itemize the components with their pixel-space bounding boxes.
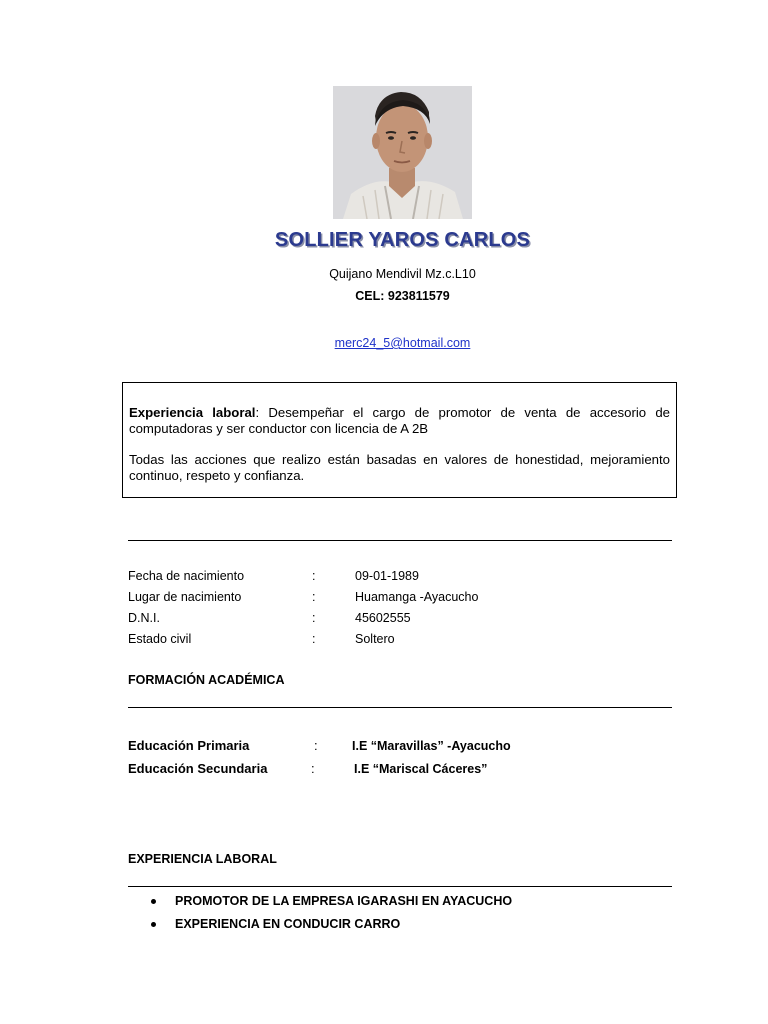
education-colon: : xyxy=(314,738,318,753)
experience-summary xyxy=(129,405,670,436)
personal-value-civil-status: Soltero xyxy=(355,632,395,646)
separator-line xyxy=(128,540,672,541)
bullet-icon xyxy=(151,922,156,927)
education-value-secondary: I.E “Mariscal Cáceres” xyxy=(354,762,488,776)
personal-label-birthplace: Lugar de nacimiento xyxy=(128,590,242,604)
profile-summary-box xyxy=(122,382,677,498)
candidate-name: SOLLIER YAROS CARLOS xyxy=(274,229,531,251)
personal-colon: : xyxy=(312,569,316,583)
personal-label-birthdate: Fecha de nacimiento xyxy=(128,569,245,583)
experience-summary-label: Experiencia laboral xyxy=(129,405,256,420)
personal-colon: : xyxy=(312,611,316,625)
address: Quijano Mendivil Mz.c.L10 xyxy=(329,267,476,281)
values-summary: Todas las acciones que realizo están basadas en valores de honestidad, mejoramiento continuo, respeto y confianza. xyxy=(129,452,670,483)
education-value-primary: I.E “Maravillas” -Ayacucho xyxy=(352,739,511,753)
personal-value-birthdate: 09-01-1989 xyxy=(355,569,419,583)
education-label-primary: Educación Primaria xyxy=(128,738,250,753)
profile-photo xyxy=(333,86,472,219)
personal-colon: : xyxy=(312,632,316,646)
person-portrait-image xyxy=(333,86,472,219)
personal-value-birthplace: Huamanga -Ayacucho xyxy=(355,590,479,604)
experience-item: PROMOTOR DE LA EMPRESA IGARASHI EN AYACUCHO xyxy=(175,894,513,908)
bullet-icon xyxy=(151,899,156,904)
education-label-secondary: Educación Secundaria xyxy=(128,761,268,776)
experience-section-title: EXPERIENCIA LABORAL xyxy=(128,852,277,866)
email-link[interactable]: merc24_5@hotmail.com xyxy=(334,336,471,350)
personal-colon: : xyxy=(312,590,316,604)
experience-summary-text: : Desempeñar el cargo de promotor de venta de accesorio de computadoras y ser conductor con licencia de A 2B xyxy=(129,405,670,436)
education-colon: : xyxy=(311,761,315,776)
personal-label-civil-status: Estado civil xyxy=(128,632,192,646)
experience-item: EXPERIENCIA EN CONDUCIR CARRO xyxy=(175,917,401,931)
personal-value-dni: 45602555 xyxy=(355,611,411,625)
personal-label-dni: D.N.I. xyxy=(128,611,160,625)
separator-line xyxy=(128,886,672,887)
education-section-title: FORMACIÓN ACADÉMICA xyxy=(128,673,285,687)
phone: CEL: 923811579 xyxy=(355,289,450,303)
separator-line xyxy=(128,707,672,708)
